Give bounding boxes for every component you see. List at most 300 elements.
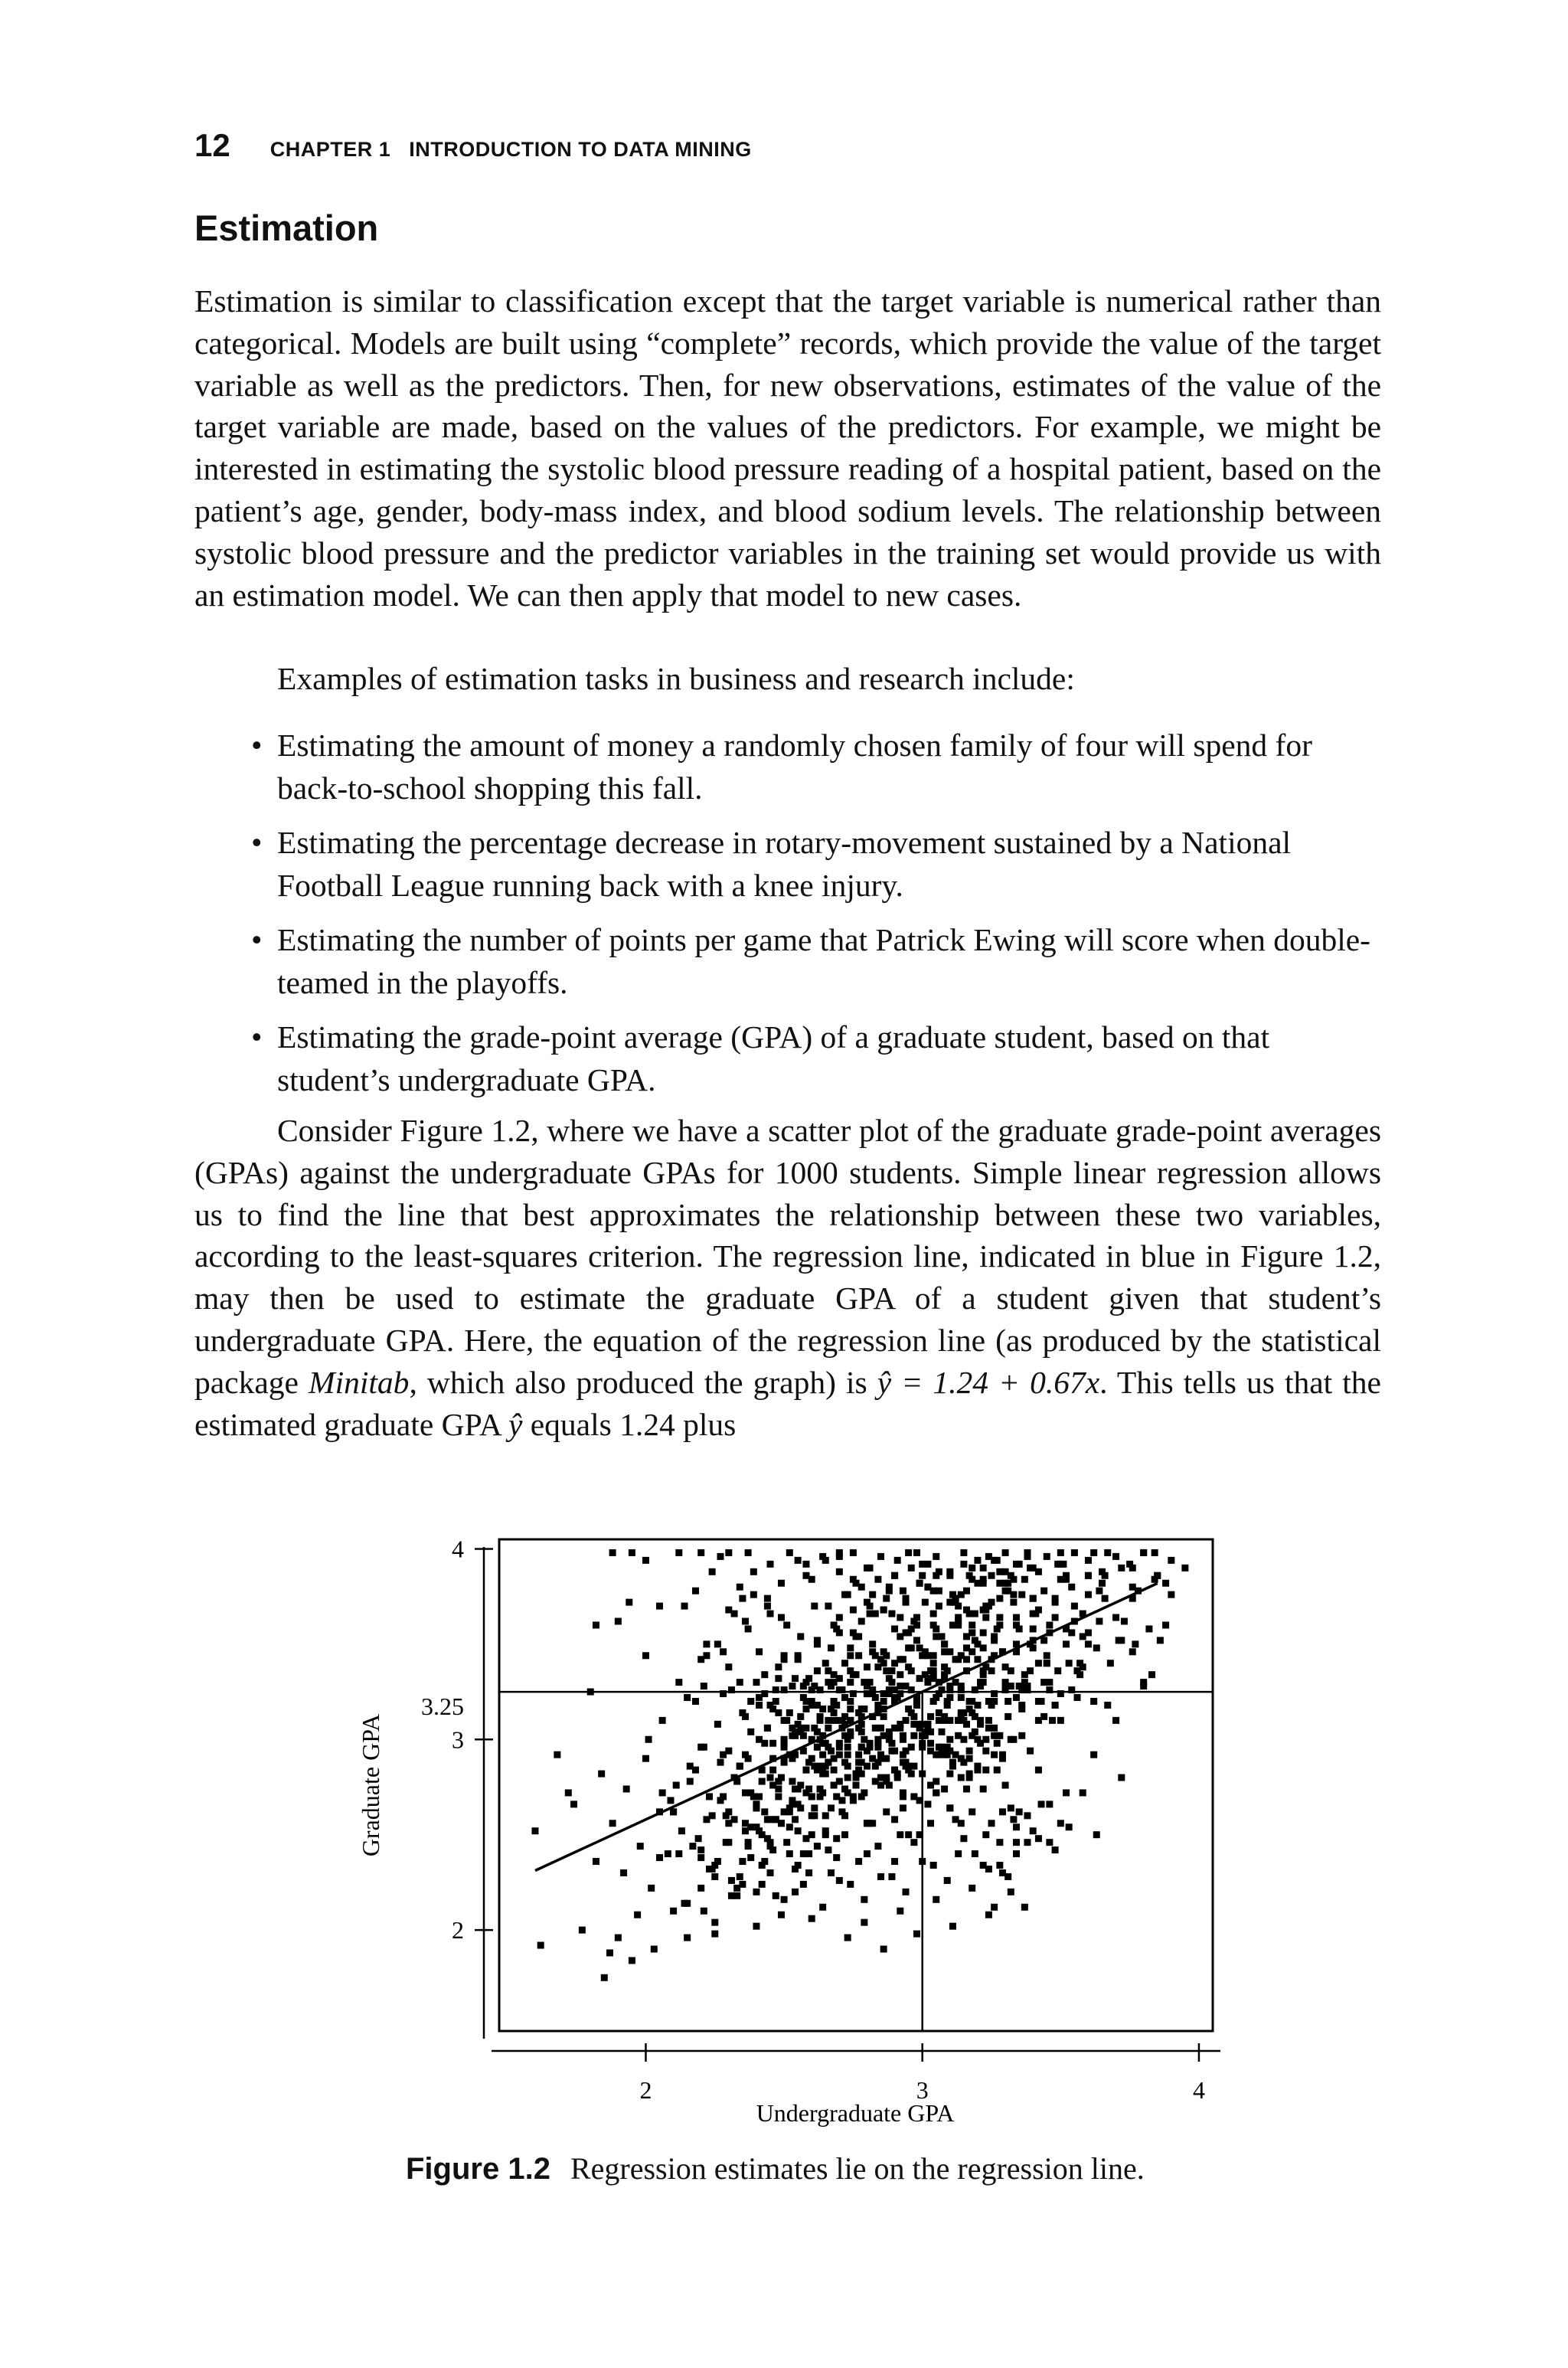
data-point [869,1648,876,1655]
data-point [629,1957,635,1964]
data-point [874,1759,881,1766]
data-point [1030,1625,1037,1632]
data-point [767,1702,774,1709]
data-point [963,1785,970,1792]
data-point [1021,1576,1028,1583]
data-point [828,1804,835,1811]
data-point [1063,1789,1070,1796]
data-point [814,1843,821,1850]
data-point [783,1839,790,1846]
data-point [733,1892,740,1899]
paragraph-2: Examples of estimation tasks in business and research include: [277,661,1075,696]
data-point [1044,1660,1050,1666]
data-point [982,1831,989,1838]
data-point [913,1621,920,1628]
data-point [759,1831,766,1838]
data-point [1090,1549,1097,1556]
data-point [888,1611,895,1617]
data-point [900,1732,906,1739]
data-point [910,1732,917,1739]
data-point [864,1850,871,1857]
data-point [684,1694,691,1701]
x-tick-label: 2 [639,2076,652,2104]
data-point [897,1656,903,1663]
data-point [817,1717,824,1724]
data-point [802,1706,809,1712]
data-point [725,1839,732,1846]
data-point [769,1740,776,1747]
data-point [858,1618,865,1625]
data-point [905,1644,912,1651]
data-point [1080,1789,1086,1796]
data-point [1040,1588,1047,1594]
data-point [994,1767,1001,1774]
data-point [1073,1694,1080,1701]
data-point [980,1580,987,1587]
data-point [991,1557,998,1564]
data-point [720,1793,727,1800]
data-point [936,1690,942,1697]
data-point [615,1618,622,1625]
data-point [919,1771,926,1778]
data-point [991,1725,998,1732]
data-point [747,1854,754,1861]
data-point [822,1660,829,1666]
data-point [988,1820,995,1827]
data-point [991,1698,998,1705]
data-point [1057,1820,1064,1827]
data-point [773,1686,779,1693]
data-point [775,1793,782,1800]
data-point [786,1823,793,1830]
data-point [728,1877,735,1884]
data-point [808,1793,815,1800]
data-point [874,1576,881,1583]
data-point [745,1839,752,1846]
data-point [808,1915,815,1922]
data-point [1052,1702,1059,1709]
data-point [723,1812,730,1819]
data-point [916,1644,923,1651]
list-item-text: Estimating the grade-point average (GPA) of a graduate student, based on that student’s undergraduate GPA. [277,1019,1270,1097]
data-point [711,1862,718,1869]
data-point [1168,1557,1174,1564]
data-point [1035,1568,1042,1575]
data-point [919,1572,926,1579]
data-point [701,1683,707,1689]
data-point [900,1804,906,1811]
list-item [194,918,1381,1004]
data-point [897,1831,903,1838]
data-point [969,1709,975,1716]
data-point [916,1580,923,1587]
data-point [933,1553,939,1560]
data-point [678,1827,685,1834]
data-point [864,1663,871,1670]
y-axis-label: Graduate GPA [357,1713,384,1857]
data-point [988,1667,995,1674]
data-point [703,1816,710,1823]
data-point [615,1935,622,1941]
data-point [828,1869,835,1876]
data-point [922,1599,929,1606]
data-point [1035,1767,1042,1774]
data-point [1090,1751,1097,1758]
data-point [831,1702,838,1709]
data-point [908,1709,915,1716]
data-point [847,1652,854,1659]
data-point [969,1565,975,1572]
data-point [800,1850,807,1857]
data-point [850,1549,857,1556]
data-point [764,1603,771,1610]
data-point [1057,1717,1064,1724]
x-tick-label: 4 [1192,2076,1205,2104]
data-point [933,1633,939,1640]
data-point [825,1667,831,1674]
data-point [850,1690,857,1697]
data-point [880,1607,887,1614]
data-point [825,1603,831,1610]
data-point [750,1568,757,1575]
data-point [897,1633,903,1640]
data-point [789,1778,795,1785]
data-point [864,1565,871,1572]
data-point [946,1599,953,1606]
data-point [673,1782,680,1789]
data-point [1024,1812,1031,1819]
data-point [606,1949,613,1956]
data-point [982,1607,989,1614]
data-point [844,1789,851,1796]
data-point [1002,1568,1009,1575]
data-point [877,1774,884,1781]
data-point [941,1663,948,1670]
data-point [883,1595,890,1602]
data-point [773,1892,779,1899]
data-point [570,1801,577,1807]
data-point [802,1679,809,1686]
data-point [714,1721,721,1728]
data-point [697,1744,704,1751]
data-point [681,1603,688,1610]
data-point [991,1637,998,1644]
data-point [996,1862,1003,1869]
data-point [1046,1621,1053,1628]
y-tick-label: 4 [452,1535,464,1563]
data-point [767,1611,774,1617]
data-point [944,1877,951,1884]
data-point [1162,1621,1169,1628]
data-point [946,1736,953,1743]
data-point [941,1785,948,1792]
data-point [864,1690,871,1697]
data-point [778,1580,785,1587]
data-point [620,1869,627,1876]
data-point [781,1686,788,1693]
data-point [946,1694,953,1701]
data-point [869,1640,876,1647]
data-point [847,1644,854,1651]
data-point [960,1759,967,1766]
y-annotation-label: 3.25 [421,1693,464,1721]
data-point [927,1713,934,1720]
data-point [750,1591,757,1598]
data-point [903,1889,910,1895]
data-point [963,1644,970,1651]
paragraph-3 [194,1110,1381,1445]
data-point [759,1881,766,1888]
data-point [1046,1839,1053,1846]
data-point [697,1854,704,1861]
data-point [786,1709,793,1716]
data-point [703,1640,710,1647]
data-point [759,1778,766,1785]
data-point [841,1759,848,1766]
data-point [1018,1591,1025,1598]
data-point [1152,1549,1158,1556]
bullet-icon: • [251,1019,263,1055]
data-point [756,1648,763,1655]
data-point [629,1549,635,1556]
data-point [1063,1640,1070,1647]
data-point [894,1557,901,1564]
data-point [924,1801,931,1807]
data-point [565,1789,572,1796]
data-point [831,1679,838,1686]
data-point [996,1621,1003,1628]
data-point [1052,1846,1059,1853]
data-point [825,1725,831,1732]
data-point [833,1854,840,1861]
data-point [1013,1614,1020,1621]
data-point [836,1549,843,1556]
data-point [753,1823,760,1830]
paragraph-1: Estimation is similar to classification except that the target variable is numerical rather than categorical. Models are built using “complete” records, which provide the value of the target variable as well as the predictors. Then, for new observations, estimates of the value of the target variable are made, based on the values of the predictors. For example, we might be interested in estimating the systolic blood pressure reading of a hospital patient, based on the patient’s age, gender, body-mass index, and blood sodium levels. The relationship between systolic blood pressure and the predictor variables in the training set would provide us with an estimation model. We can then apply that model to new cases. [194,283,1381,613]
data-point [999,1808,1006,1815]
data-point [587,1689,594,1696]
data-point [969,1629,975,1636]
data-point [855,1652,862,1659]
data-point [877,1751,884,1758]
data-point [814,1640,821,1647]
data-point [623,1785,630,1792]
data-point [924,1584,931,1591]
data-point [697,1846,704,1853]
data-point [802,1767,809,1774]
data-point [1002,1549,1009,1556]
data-point [966,1698,973,1705]
data-point [946,1771,953,1778]
data-point [850,1797,857,1804]
data-point [786,1804,793,1811]
data-point [747,1698,754,1705]
data-point [900,1793,906,1800]
data-point [1085,1572,1092,1579]
data-point [720,1648,727,1655]
data-point [886,1675,893,1682]
list-item-text: Estimating the amount of money a randomly chosen family of four will spend for back-to-school shopping this fall. [277,728,1312,806]
data-point [941,1648,948,1655]
data-point [725,1663,732,1670]
data-point [1010,1816,1017,1823]
data-point [897,1725,903,1732]
data-point [958,1713,965,1720]
data-point [1102,1595,1109,1602]
data-point [819,1706,826,1712]
data-point [814,1729,821,1735]
data-point [874,1843,881,1850]
data-point [958,1774,965,1781]
data-point [844,1751,851,1758]
data-point [1152,1576,1158,1583]
data-point [916,1831,923,1838]
data-point [855,1858,862,1865]
data-point [861,1919,867,1926]
data-point [869,1820,876,1827]
bullet-icon: • [251,825,263,860]
paragraph-3-text: Consider Figure 1.2, where we have a scatter plot of the graduate grade-point averages (GPAs) against the undergraduate GPAs for 1000 students. Simple linear regression allows us to find the line that best approximates the relationship between these two variables, according to the least-squares criterion. The regression line, indicated in blue in Figure 1.2, may then be used to estimate the graduate GPA of a student given that student’s undergraduate GPA. Here, the equation of the regression line (as produced by the statistical package [194,1113,1381,1400]
data-point [692,1698,699,1705]
data-point [958,1591,965,1598]
data-point [980,1565,987,1572]
data-point [853,1671,860,1678]
y-axis [421,1535,493,2039]
list-item [194,1016,1381,1101]
data-point [960,1736,967,1743]
figure-label: Figure 1.2 [406,2152,550,2186]
data-point [977,1721,984,1728]
data-point [930,1611,937,1617]
data-point [783,1717,790,1724]
data-point [828,1644,835,1651]
data-point [836,1629,843,1636]
data-point [867,1740,874,1747]
data-point [808,1686,815,1693]
data-point [775,1778,782,1785]
data-point [701,1908,707,1915]
data-point [670,1908,677,1915]
data-point [1121,1618,1128,1625]
data-point [1013,1694,1020,1701]
data-point [1085,1557,1092,1564]
data-point [841,1812,848,1819]
data-point [1063,1572,1070,1579]
data-point [1118,1774,1125,1781]
data-point [930,1862,937,1869]
data-point [836,1877,843,1884]
data-point [822,1827,829,1834]
data-point [648,1885,655,1892]
data-point [725,1607,732,1614]
data-point [792,1816,799,1823]
data-point [877,1553,884,1560]
data-point [844,1774,851,1781]
data-point [1157,1637,1164,1644]
data-point [910,1839,917,1846]
data-point [792,1889,799,1895]
data-point [1076,1660,1083,1666]
data-point [930,1675,937,1682]
data-point [1066,1823,1073,1830]
data-point [717,1759,724,1766]
data-point [764,1816,771,1823]
data-point [958,1686,965,1693]
data-point [1099,1580,1106,1587]
data-point [775,1709,782,1716]
data-point [1140,1679,1147,1686]
data-point [891,1748,898,1755]
data-point [999,1869,1006,1876]
data-point [960,1561,967,1568]
data-point [996,1595,1003,1602]
data-point [996,1614,1003,1621]
data-point [745,1625,752,1632]
running-header [194,127,752,170]
data-point [982,1748,989,1755]
data-point [1052,1614,1059,1621]
data-point [1004,1588,1011,1594]
data-point [739,1595,746,1602]
data-point [825,1717,831,1724]
list-item [194,724,1381,810]
data-point [960,1549,967,1556]
data-point [786,1850,793,1857]
data-point [665,1850,671,1857]
data-point [1066,1660,1073,1666]
data-point [1104,1549,1111,1556]
data-point [767,1561,774,1568]
data-point [747,1729,754,1735]
data-point [1010,1736,1017,1743]
data-point [861,1789,867,1796]
data-point [769,1767,776,1774]
data-point [725,1549,732,1556]
data-point [1071,1603,1078,1610]
data-point [903,1717,910,1724]
data-point [1129,1565,1136,1572]
data-point [1140,1549,1147,1556]
data-point [1002,1663,1009,1670]
data-point [877,1873,884,1880]
data-point [714,1640,721,1647]
data-point [1057,1549,1064,1556]
data-point [1030,1595,1037,1602]
data-point [737,1873,743,1880]
data-point [781,1740,788,1747]
data-point [980,1629,987,1636]
data-point [778,1614,785,1621]
data-point [1021,1679,1028,1686]
data-point [844,1935,851,1941]
data-point [800,1732,807,1739]
data-point [675,1679,682,1686]
data-point [847,1881,854,1888]
data-point [905,1549,912,1556]
data-point [789,1683,795,1689]
data-point [897,1671,903,1678]
data-point [817,1785,824,1792]
data-point [833,1835,840,1842]
data-point [1049,1717,1056,1724]
data-point [767,1774,774,1781]
data-point [930,1660,937,1666]
data-point [759,1862,766,1869]
data-point [1085,1591,1092,1598]
data-point [684,1900,691,1907]
data-point [897,1614,903,1621]
data-point [659,1789,666,1796]
